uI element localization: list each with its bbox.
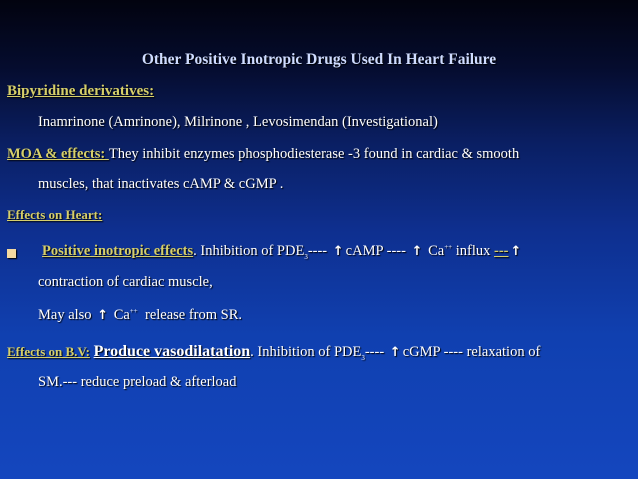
up-arrow-icon: ↑ xyxy=(332,244,344,259)
release-text: release from SR. xyxy=(144,307,243,323)
slide-title: Other Positive Inotropic Drugs Used In Heart Failure xyxy=(141,51,497,68)
bv-line xyxy=(7,343,540,362)
up-arrow-icon: ↑ xyxy=(411,244,423,259)
inotropic-text-a: . Inhibition of PDE xyxy=(193,243,305,259)
pde-sub: 3 xyxy=(304,252,308,261)
up-arrow-icon: ↑ xyxy=(389,345,401,360)
pde-sub-2: 3 xyxy=(361,353,365,362)
up-arrow-icon: ↑ xyxy=(97,308,109,323)
inotropic-label: Positive inotropic effects xyxy=(42,243,194,259)
moa-header: MOA & effects: xyxy=(7,146,109,162)
may-also-line xyxy=(38,307,242,324)
moa-line xyxy=(7,146,519,163)
bv-text-b: ---- xyxy=(364,344,388,360)
heart-header: Effects on Heart: xyxy=(7,207,103,222)
camp-text: cAMP ---- xyxy=(345,243,410,259)
ca-sup: ++ xyxy=(444,243,453,252)
inotropic-text-b: ---- xyxy=(307,243,331,259)
up-arrow-icon: ↑ xyxy=(510,244,522,259)
ca-text-2: Ca xyxy=(110,307,130,323)
moa-text-2: muscles, that inactivates cAMP & cGMP . xyxy=(38,176,284,192)
contraction-text: contraction of cardiac muscle, xyxy=(38,274,213,290)
dashes-text: --- xyxy=(494,243,509,259)
sm-text: SM.--- reduce preload & afterload xyxy=(38,374,237,390)
vaso-label: Produce vasodilatation xyxy=(93,343,251,360)
influx-text: influx xyxy=(452,243,494,259)
ca-sup-2: ++ xyxy=(129,307,138,316)
may-also-text: May also xyxy=(38,307,96,323)
bipyridine-drugs: Inamrinone (Amrinone), Milrinone , Levosimendan (Investigational) xyxy=(38,114,438,130)
moa-text-1: They inhibit enzymes phosphodiesterase -3 found in cardiac & smooth xyxy=(108,146,520,162)
cgmp-text: cGMP ---- relaxation of xyxy=(402,344,541,360)
bv-header: Effects on B.V: xyxy=(7,344,90,359)
bipyridine-header-label: Bipyridine derivatives: xyxy=(7,83,155,99)
ca-text: Ca xyxy=(424,243,445,259)
inotropic-line xyxy=(42,243,523,261)
bv-text-a: . Inhibition of PDE xyxy=(250,344,362,360)
bipyridine-header xyxy=(7,83,154,100)
square-bullet-icon xyxy=(7,249,16,258)
